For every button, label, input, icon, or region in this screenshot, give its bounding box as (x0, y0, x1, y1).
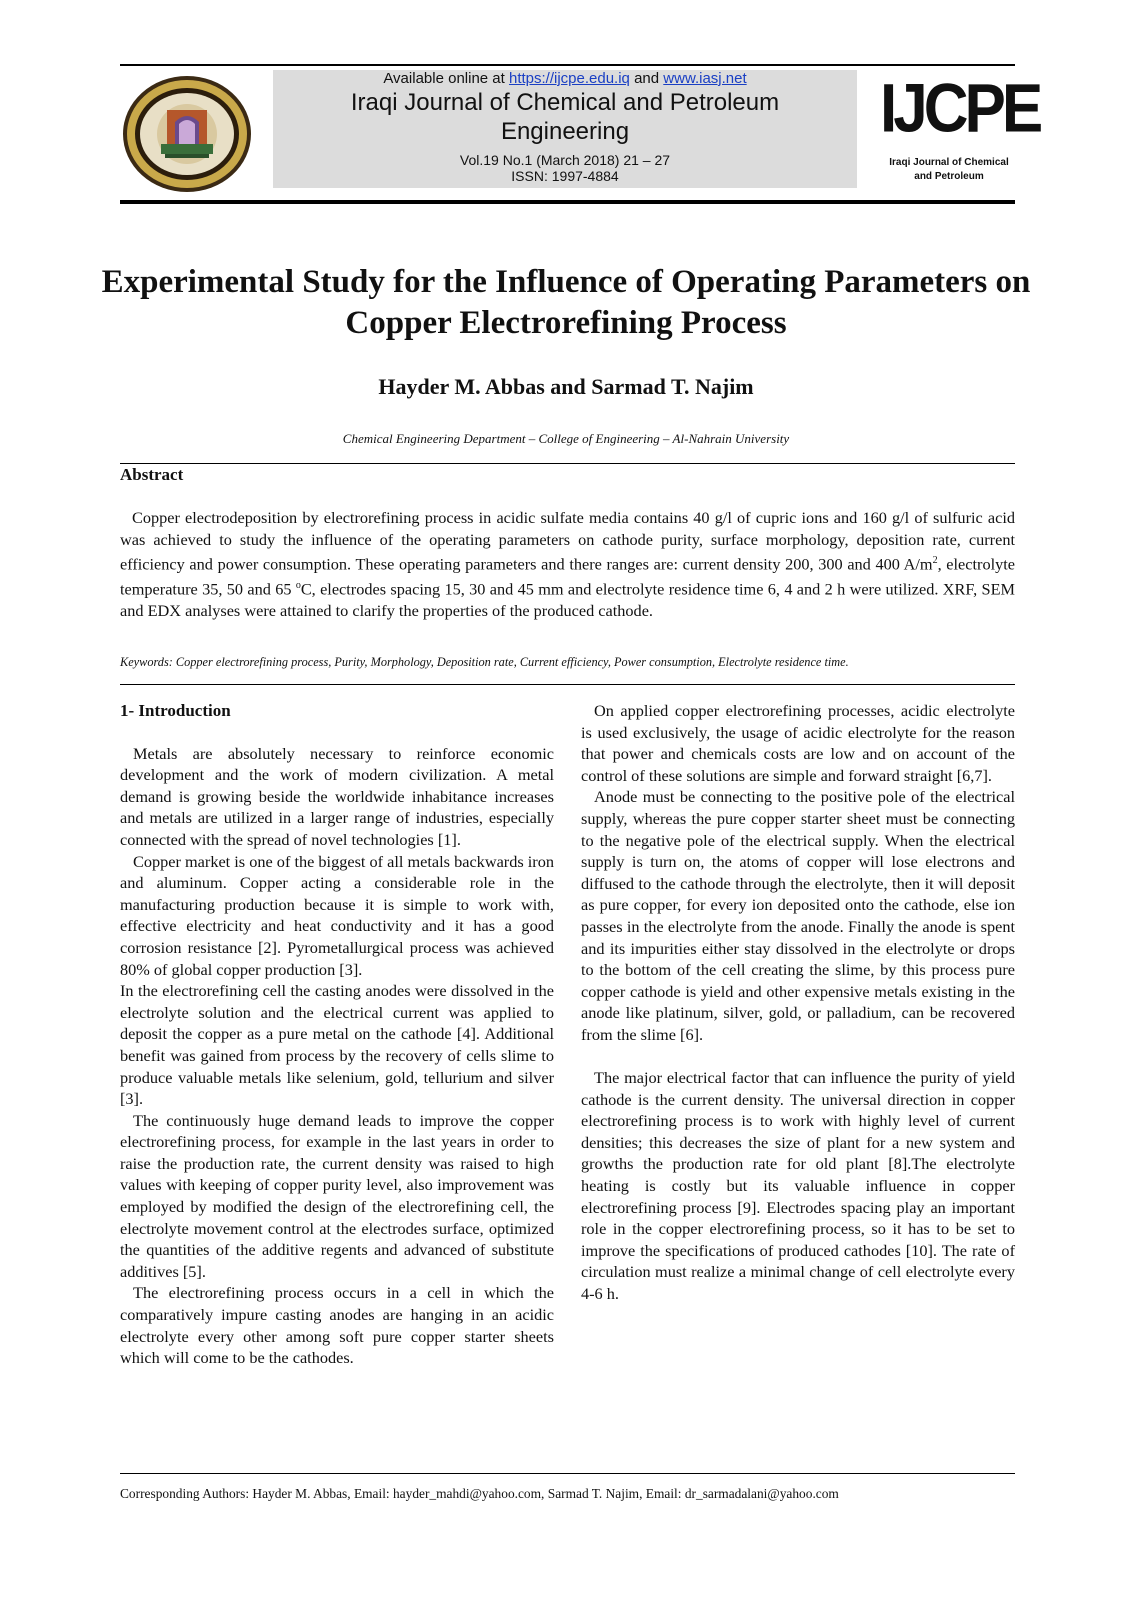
abstract-part3: C, electrodes spacing 15, 30 and 45 mm and electrolyte residence time 6, 4 and 2 h were utilized. XRF, SEM and EDX analyses were attained to clarify the properties of the produced cathode. (120, 579, 1016, 621)
iasj-url-link[interactable]: www.iasj.net (663, 70, 747, 87)
and-text: and (634, 70, 660, 87)
journal-logo (880, 70, 1040, 184)
left-paragraph: The continuously huge demand leads to improve the copper electrorefining process, for example in the last years in order to raise the production rate, the current density was raised to high values with keeping of copper purity level, also improvement was employed by modified the design of the electrorefining cell, the electrolyte movement control at the electrodes surface, optimized the quantities of the additive regents and advanced of substitute additives [5]. (120, 1110, 554, 1281)
paper-authors: Hayder M. Abbas and Sarmad T. Najim (378, 374, 754, 399)
journal-name-line1: Iraqi Journal of Chemical and Petroleum (350, 89, 780, 116)
abstract-sup2: o (295, 580, 301, 592)
left-paragraph: The electrorefining process occurs in a cell in which the comparatively impure casting anodes are hanging in an acidic electrolyte every other among soft pure copper starter sheets which will come to be the cathodes. (120, 1283, 554, 1368)
journal-logo-sub-line2: and Petroleum (914, 171, 984, 182)
abstract-heading: Abstract (120, 465, 184, 484)
journal-name-line2: Engineering (500, 118, 630, 145)
left-paragraph: In the electrorefining cell the casting anodes were dissolved in the electrolyte solution and the electrical current was applied to deposit the copper as a pure metal on the cathode [4]. Additional benefit was gained from process by the recovery of cells slime to produce valuable metals like selenium, gold, tellurium and silver [3]. (120, 981, 554, 1109)
paper-title-line2: Copper Electrorefining Process (345, 305, 787, 341)
abstract-part2: , electrolyte temperature 35, 50 and 65 (120, 554, 1016, 599)
footnote-rule (120, 1473, 1015, 1474)
abstract-text (120, 507, 1015, 622)
issn-info: ISSN: 1997-4884 (511, 168, 619, 184)
availability-line (273, 70, 857, 88)
abstract-top-rule (120, 463, 1015, 464)
journal-logo-text: IJCPE (880, 70, 1040, 147)
corresponding-authors-footnote: Corresponding Authors: Hayder M. Abbas, Email: hayder_mahdi@yahoo.com, Sarmad T. Najim, Email: dr_sarmadalani@yahoo.com (120, 1486, 839, 1501)
right-paragraph: On applied copper electrorefining processes, acidic electrolyte is used exclusively, the usage of acidic electrolyte for the reason that power and chemicals costs are low and on account of the control of these solutions are simple and forward straight [6,7]. (581, 701, 1015, 785)
university-seal-icon (121, 74, 253, 194)
keywords-label: Keywords: (120, 655, 173, 669)
keywords-list: Copper electrorefining process, Purity, Morphology, Deposition rate, Current efficiency, Power consumption, Electrolyte residence time. (175, 655, 849, 669)
left-paragraph: Copper market is one of the biggest of all metals backwards iron and aluminum. Copper acting a considerable role in the manufacturing production because it is simple to work with, effective electricity and heat conductivity and it has a good corrosion resistance [2]. Pyrometallurgical process was achieved 80% of global copper production [3]. (120, 851, 554, 979)
paper-title (100, 262, 1032, 344)
left-column (120, 700, 554, 1369)
header-top-rule (120, 64, 1015, 66)
journal-logo-sub-line1: Iraqi Journal of Chemical (889, 157, 1009, 168)
available-prefix: Available online at (383, 70, 505, 87)
journal-banner (273, 70, 857, 188)
header-bottom-rule (120, 200, 1015, 204)
right-paragraph: The major electrical factor that can influence the purity of yield cathode is the current density. The universal direction in copper electrorefining process is to work with highly level of current densities; this decreases the size of plant for a new system and growths the production rate for old plant [8].The electrolyte heating is costly but its valuable influence in copper electrorefining process [9]. Electrodes spacing play an important role in the copper electrorefining process, so it has to be set to improve the specifications of produced cathodes [10]. The rate of circulation must realize a minimal change of cell electrolyte every 4-6 h. (581, 1068, 1015, 1304)
right-paragraph: Anode must be connecting to the positive pole of the electrical supply, whereas the pure copper starter sheet must be connecting to the negative pole of the electrical supply. When the electrical supply is turn on, the atoms of copper will lose electrons and diffused to the cathode through the electrolyte, then it will deposit as pure copper, for every ion deposited onto the cathode, else ion passes in the electrolyte from the anode. Finally the anode is spent and its impurities either stay dissolved in the electrolyte or drops to the bottom of the cell creating the slime, by this process pure copper cathode is yield and other expensive metals existing in the anode like platinum, silver, gold, or palladium, can be recovered from the slime [6]. (581, 787, 1015, 1044)
keywords (120, 655, 1015, 670)
author-affiliation: Chemical Engineering Department – College of Engineering – Al-Nahrain University (342, 431, 790, 446)
journal-url-link[interactable]: https://ijcpe.edu.iq (508, 70, 630, 87)
left-paragraph: Metals are absolutely necessary to reinforce economic development and the work of modern civilization. A metal demand is growing beside the worldwide inhabitance increases and metals are utilized in a larger range of industries, especially connected with the spread of novel technologies [1]. (120, 743, 554, 849)
abstract-sup1: 2 (932, 555, 938, 567)
introduction-heading: 1- Introduction (120, 701, 231, 720)
abstract-part1: Copper electrodeposition by electrorefining process in acidic sulfate media contains 40 g/l of cupric ions and 160 g/l of sulfuric acid was achieved to study the influence of the operating parameters on cathode purity, surface morphology, deposition rate, current efficiency and power consumption. These operating parameters and there ranges are: current density 200, 300 and 400 A/m (120, 508, 1015, 574)
keywords-rule (120, 684, 1015, 685)
paper-title-line1: Experimental Study for the Influence of Operating Parameters on (101, 264, 1031, 300)
paragraph-gap (581, 1046, 1015, 1068)
volume-info: Vol.19 No.1 (March 2018) 21 – 27 (459, 152, 671, 168)
right-column (581, 700, 1015, 1305)
